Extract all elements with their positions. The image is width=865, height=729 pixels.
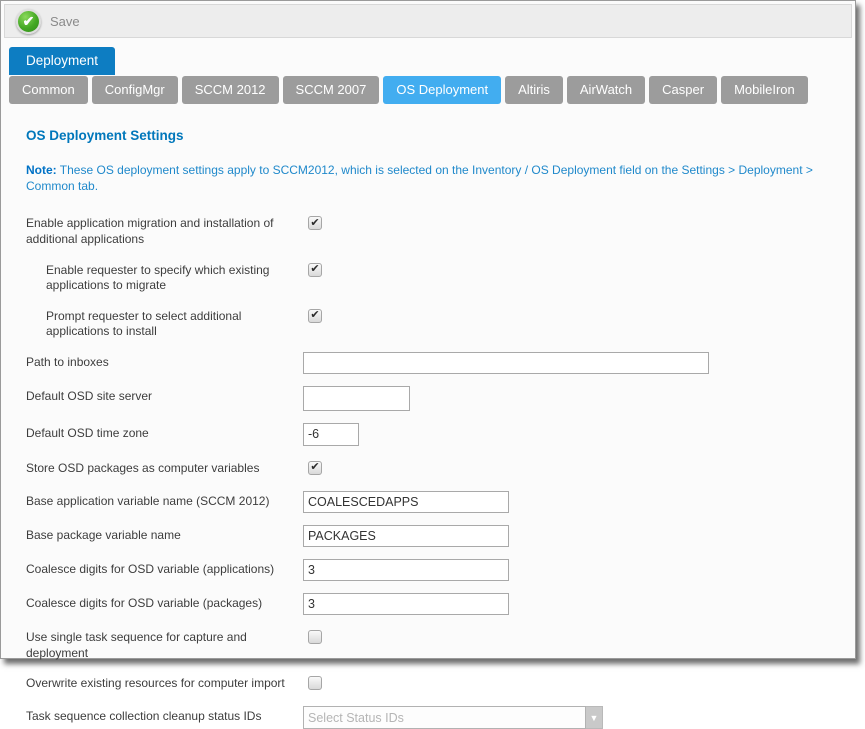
store-osd-packages-as-computer-variables-row — [26, 458, 830, 479]
coalesce-digits-applications-row — [26, 559, 830, 581]
path-to-inboxes-label: Path to inboxes — [26, 354, 109, 369]
base-package-variable-name-row — [26, 525, 830, 547]
note-label: Note: — [26, 163, 57, 177]
use-single-task-sequence-row — [26, 627, 830, 661]
base-package-variable-name-label: Base package variable name — [26, 527, 181, 542]
overwrite-existing-resources-row — [26, 673, 830, 694]
coalesce-digits-packages-input[interactable] — [303, 593, 509, 615]
chevron-down-icon[interactable]: ▼ — [586, 706, 603, 729]
save-button-label: Save — [50, 13, 80, 29]
overwrite-existing-resources-checkbox[interactable] — [308, 676, 322, 690]
enable-application-migration-label: Enable application migration and installation of additional applications — [26, 216, 274, 246]
coalesce-digits-packages-label: Coalesce digits for OSD variable (packages) — [26, 595, 263, 610]
check-icon: ✔ — [16, 9, 41, 34]
base-application-variable-name-label: Base application variable name (SCCM 2012) — [26, 493, 270, 508]
task-sequence-collection-cleanup-select-placeholder[interactable]: Select Status IDs — [303, 706, 586, 729]
base-application-variable-name-row — [26, 491, 830, 513]
tab-sccm-2007[interactable]: SCCM 2007 — [283, 76, 380, 104]
tab-casper[interactable]: Casper — [649, 76, 717, 104]
default-osd-site-server-input[interactable] — [303, 386, 410, 411]
use-single-task-sequence-label: Use single task sequence for capture and deployment — [26, 629, 247, 660]
note — [26, 162, 830, 194]
coalesce-digits-applications-label: Coalesce digits for OSD variable (applications) — [26, 561, 275, 576]
tab-deployment[interactable]: Deployment — [9, 47, 115, 75]
note-text: These OS deployment settings apply to SCCM2012, which is selected on the Inventory / OS Deployment field on the Settings > Deployment > Common tab. — [26, 163, 813, 194]
task-sequence-collection-cleanup-label: Task sequence collection cleanup status IDs — [26, 709, 262, 724]
base-package-variable-name-input[interactable] — [303, 525, 509, 547]
page-title: OS Deployment Settings — [26, 128, 184, 143]
tab-altiris[interactable]: Altiris — [505, 76, 563, 104]
store-osd-packages-as-computer-variables-label: Store OSD packages as computer variables — [26, 460, 260, 475]
coalesce-digits-packages-row — [26, 593, 830, 615]
coalesce-digits-applications-input[interactable] — [303, 559, 509, 581]
store-osd-packages-as-computer-variables-checkbox[interactable]: ✔ — [308, 461, 322, 475]
save-button[interactable] — [16, 9, 80, 34]
prompt-requester-select-install-label: Prompt requester to select additional applications to install — [46, 308, 242, 339]
toolbar — [4, 4, 852, 38]
tab-mobileiron[interactable]: MobileIron — [721, 76, 808, 104]
enable-requester-specify-migrate-label: Enable requester to specify which existing applications to migrate — [46, 262, 270, 293]
path-to-inboxes-input[interactable] — [303, 352, 709, 374]
default-osd-time-zone-row — [26, 423, 830, 446]
tab-sccm-2012[interactable]: SCCM 2012 — [182, 76, 279, 104]
enable-application-migration-checkbox[interactable]: ✔ — [308, 216, 322, 230]
enable-application-migration-row — [26, 213, 830, 247]
default-osd-time-zone-input[interactable] — [303, 423, 359, 446]
task-sequence-collection-cleanup-row — [26, 706, 830, 729]
content-area — [1, 104, 855, 729]
form — [26, 213, 830, 729]
default-osd-site-server-row — [26, 386, 830, 411]
tab-airwatch[interactable]: AirWatch — [567, 76, 645, 104]
overwrite-existing-resources-label: Overwrite existing resources for computer import — [26, 676, 285, 691]
task-sequence-collection-cleanup-select[interactable] — [303, 706, 603, 729]
enable-requester-specify-migrate-checkbox[interactable]: ✔ — [308, 263, 322, 277]
prompt-requester-select-install-row — [26, 306, 830, 340]
tab-os-deployment[interactable]: OS Deployment — [383, 76, 501, 104]
prompt-requester-select-install-checkbox[interactable]: ✔ — [308, 309, 322, 323]
enable-requester-specify-migrate-row — [26, 260, 830, 294]
tab-common[interactable]: Common — [9, 76, 88, 104]
settings-tab-row — [1, 75, 855, 104]
path-to-inboxes-row — [26, 352, 830, 374]
tab-configmgr[interactable]: ConfigMgr — [92, 76, 178, 104]
default-osd-time-zone-label: Default OSD time zone — [26, 425, 149, 440]
base-application-variable-name-input[interactable] — [303, 491, 509, 513]
use-single-task-sequence-checkbox[interactable] — [308, 630, 322, 644]
default-osd-site-server-label: Default OSD site server — [26, 388, 153, 403]
